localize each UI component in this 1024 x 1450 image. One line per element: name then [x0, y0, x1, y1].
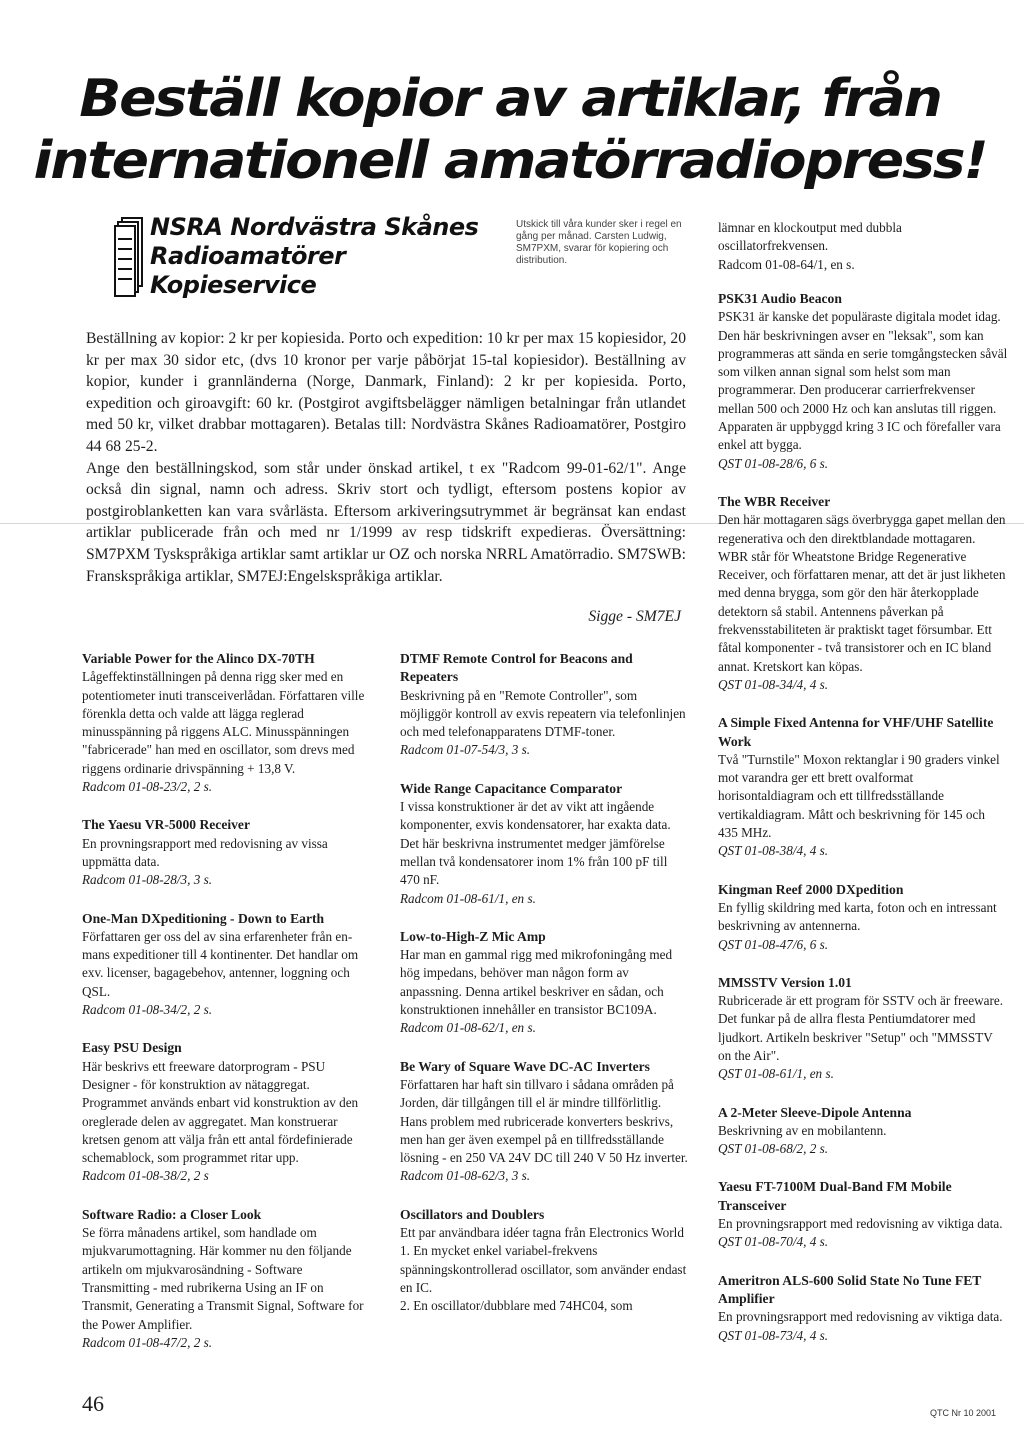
article-title: Software Radio: a Closer Look: [82, 1206, 262, 1222]
logo-line-3: Kopieservice: [150, 271, 317, 299]
article: [400, 1058, 690, 1186]
article-body: Lågeffektinställningen på denna rigg sker med en potentiometer inuti transceiverlådan. Författaren ville förenkla detta och valde att lägga reglerad minusspänning på riggens ALC. Minusspänningen "fabricerade" han med en oscillator, som drevs med riggens ordinarie drivspänning + 13,8 V.: [82, 669, 365, 776]
article-ref: Radcom 01-08-47/2, 2 s.: [82, 1334, 213, 1350]
article-body: En provningsrapport med redovisning av viktiga data.: [718, 1216, 1003, 1232]
article-body: Författaren har haft sin tillvaro i sådana områden på Jorden, där tillgången till el är mindre tillförlitlig. Hans problem med rubricerade konverters beskrivs, men han ger även exempel på en tillfredsställande lösning - en 250 VA 24V DC till 240 V 50 Hz inverter.: [400, 1076, 688, 1166]
article-ref: QST 01-08-68/2, 2 s.: [718, 1141, 829, 1157]
article-title: MMSSTV Version 1.01: [718, 974, 852, 990]
continuation-ref: Radcom 01-08-64/1, en s.: [718, 256, 855, 272]
footer-issue: QTC Nr 10 2001: [930, 1408, 997, 1418]
article-body: En provningsrapport med redovisning av viktiga data.: [718, 1309, 1003, 1325]
article-body: Författaren ger oss del av sina erfarenheter från en-mans expeditioner till 4 kontinenter. Det handlar om exv. licenser, bagagebehov, antenner, loggning och QSL.: [82, 928, 359, 999]
article-ref: Radcom 01-07-54/3, 3 s.: [400, 742, 531, 758]
intro-paragraph-1: Beställning av kopior: 2 kr per kopiesida. Porto och expedition: 10 kr per max 15 kopiesidor, 20 kr per max 30 sidor etc, (dvs 10 kronor per varje påbörjat 15-tal kopiesidor). Beställning av kopior, kunder i grannländerna (Norge, Danmark, Finland): 2 kr per kopiesida. Porto, expedition och giroavgift: 60 kr. (Postgirot avgiftsbelägger nämligen betalningar från utlandet med 50 kr, vilket drabbar mottagaren). Betalas till: Nordvästra Skånes Radioamatörer, Postgiro 44 68 25-2.: [86, 330, 686, 455]
article-body: PSK31 är kanske det populäraste digitala modet idag. Den här beskrivningen avser en "leksak", som kan programmeras att sända en serie tomgångstecken såväl som vilken annan signal som helst som man programmerar. Den producerar carrierfrekvenser mellan 500 och 2000 Hz och kan anslutas till riggen. Apparaten är uppbyggd kring 3 IC och förefaller vara enkel att bygga.: [718, 309, 1008, 453]
article-title: One-Man DXpeditioning - Down to Earth: [82, 910, 325, 926]
article-ref: QST 01-08-28/6, 6 s.: [718, 455, 829, 471]
article-title: Wide Range Capacitance Comparator: [400, 780, 623, 796]
article-title: The Yaesu VR-5000 Receiver: [82, 817, 251, 833]
article-ref: Radcom 01-08-28/3, 3 s.: [82, 872, 213, 888]
article-body: Beskrivning av en mobilantenn.: [718, 1122, 887, 1138]
article: [718, 290, 1008, 473]
article-title: Kingman Reef 2000 DXpedition: [718, 881, 904, 897]
article-title: Variable Power for the Alinco DX-70TH: [82, 651, 315, 666]
article-title: DTMF Remote Control for Beacons and Repeaters: [400, 651, 633, 685]
logo-line-2: Radioamatörer: [150, 242, 346, 270]
article-body: En fyllig skildring med karta, foton och en intressant beskrivning av antennerna.: [718, 899, 997, 934]
article: [718, 493, 1008, 694]
article-title: The WBR Receiver: [718, 493, 831, 509]
article-ref: QST 01-08-73/4, 4 s.: [718, 1327, 829, 1343]
headline: [33, 68, 987, 192]
column-3: [718, 290, 1008, 1365]
article-ref: QST 01-08-70/4, 4 s.: [718, 1234, 829, 1250]
article-title: Ameritron ALS-600 Solid State No Tune FET Amplifier: [718, 1272, 982, 1306]
article: [718, 881, 1008, 954]
article-ref: Radcom 01-08-34/2, 2 s.: [82, 1002, 213, 1018]
article-title: A Simple Fixed Antenna for VHF/UHF Satellite Work: [718, 715, 994, 749]
column-1: [82, 650, 372, 1372]
article-ref: QST 01-08-47/6, 6 s.: [718, 936, 829, 952]
article: [400, 780, 690, 908]
column-3-continuation: [718, 219, 1008, 274]
document-stack-icon: [114, 217, 144, 297]
article-title: PSK31 Audio Beacon: [718, 291, 842, 306]
article: [718, 714, 1008, 860]
article-ref: QST 01-08-34/4, 4 s.: [718, 676, 829, 692]
article-ref: Radcom 01-08-23/2, 2 s.: [82, 779, 213, 795]
article-body: Rubricerade är ett program för SSTV och är freeware. Det funkar på de allra flesta Pentiumdatorer med ljudkort. Artikeln beskriver "Setup" och "MMSSTV on the Air".: [718, 993, 1003, 1063]
article-body: Två "Turnstile" Moxon rektanglar i 90 graders vinkel mot varandra ger ett brett ovalformat horisontaldiagram och ett tillfredsställande vertikaldiagram. Mått och beskrivning för 145 och 435 MHz.: [718, 751, 1000, 841]
article-body: Har man en gammal rigg med mikrofoningång med hög impedans, behöver man någon form av anpassning. Denna artikel beskriver en sådan, och konstruktionen innehåller en transistor BC109A.: [400, 947, 673, 1018]
article-body: Här beskrivs ett freeware datorprogram - PSU Designer - för konstruktion av nätaggregat. Programmet används enbart vid konstruktion av den oreglerade delen av aggregatet. Man konstruerar kretsen genom att välja från ett antal fördefinierade schemablock, som programmet ritar upp.: [82, 1058, 359, 1166]
logo-line-1: NSRA Nordvästra Skånes: [150, 213, 479, 241]
article-title: Easy PSU Design: [82, 1040, 182, 1056]
column-2: [400, 650, 690, 1336]
intro-text: [86, 328, 686, 587]
article-ref: QST 01-08-61/1, en s.: [718, 1066, 834, 1082]
continuation-body: lämnar en klockoutput med dubbla oscillatorfrekvensen.: [718, 220, 902, 254]
article-ref: QST 01-08-38/4, 4 s.: [718, 843, 829, 859]
article-body: Se förra månadens artikel, som handlade om mjukvarumottagning. Här kommer nu den följande artikeln om mjukvarosändning - Software Transmitting - med rubrikerna Using an IF on Transmit, Generating a Transmit Signal, Software for the Power Amplifier.: [82, 1225, 364, 1332]
article-title: Be Wary of Square Wave DC-AC Inverters: [400, 1058, 650, 1074]
article-title: Oscillators and Doublers: [400, 1206, 545, 1222]
article: [400, 928, 690, 1038]
article: [718, 1272, 1008, 1345]
article-ref: Radcom 01-08-62/1, en s.: [400, 1020, 536, 1036]
logo-note: Utskick till våra kunder sker i regel en gång per månad. Carsten Ludwig, SM7PXM, svarar för kopiering och distribution.: [516, 219, 682, 266]
article-title: A 2-Meter Sleeve-Dipole Antenna: [718, 1104, 912, 1120]
article: [400, 650, 690, 760]
article-title: Low-to-High-Z Mic Amp: [400, 928, 546, 944]
article-body: Den här mottagaren sägs överbrygga gapet mellan den regenerativa och den direktblandade mottagaren. WBR står för Wheatstone Bridge Regenerative Receiver, och författaren menar, att det är just likheten med denna brygga, som gör den här återkopplade detektorn så stabil. Antennens påverkan på frekvensstabiliteten är praktiskt taget försumbar. Ett fåtal komponenter - två transistorer och en IC bland annat. Kretskort kan köpas.: [718, 512, 1006, 674]
article-body: I vissa konstruktioner är det av vikt att ingående komponenter, exvis kondensatorer, har exakta data. Det här beskrivna instrumentet medger jämförelse mellan två kondensatorer inom 1% från 100 pF till 470 nF.: [400, 799, 671, 888]
article-body: Ett par användbara idéer tagna från Electronics World 1. En mycket enkel variabel-frekvens spänningskontrollerad oscillator, som använder endast en IC. 2. En oscillator/dubblare med 74HC04, som: [400, 1225, 687, 1314]
page-number: 46: [82, 1391, 104, 1416]
headline-line-2: internationell amatörradiopress!: [33, 131, 987, 191]
article-ref: Radcom 01-08-61/1, en s.: [400, 890, 536, 906]
article: [82, 910, 372, 1020]
logo-text: [150, 213, 520, 300]
article: [718, 974, 1008, 1084]
article-ref: Radcom 01-08-38/2, 2 s: [82, 1168, 209, 1184]
article: [82, 816, 372, 889]
intro-signature: Sigge - SM7EJ: [588, 608, 681, 625]
article-body: Beskrivning på en "Remote Controller", som möjliggör kontroll av exvis repeatern via telefonlinjen och med telefonapparatens DTMF-toner.: [400, 687, 686, 740]
article: [82, 650, 372, 796]
intro-paragraph-2: Ange den beställningskod, som står under önskad artikel, t ex "Radcom 99-01-62/1". Ange också din signal, namn och adress. Skriv stort och tydligt, eftersom postens kopior av postgiroblanketten kan vara svårlästa. Eftersom arkiveringsutrymmet är begränsat kan endast artiklar publicerade från och med nr 1/1999 av resp tidskrift expedieras. Översättning: SM7PXM Tyskspråkiga artiklar samt artiklar ur OZ och norska NRRL Amatörradio. SM7SWB: Franskspråkiga artiklar, SM7EJ:Engelskspråkiga artiklar.: [86, 459, 686, 585]
article-title: Yaesu FT-7100M Dual-Band FM Mobile Transceiver: [718, 1179, 952, 1213]
article: [718, 1104, 1008, 1159]
article-body: En provningsrapport med redovisning av vissa uppmätta data.: [82, 835, 328, 869]
article: [400, 1206, 690, 1316]
article: [718, 1178, 1008, 1251]
article: [82, 1206, 372, 1352]
article: [82, 1039, 372, 1185]
article-ref: Radcom 01-08-62/3, 3 s.: [400, 1168, 531, 1184]
headline-line-1: Beställ kopior av artiklar, från: [79, 69, 941, 129]
